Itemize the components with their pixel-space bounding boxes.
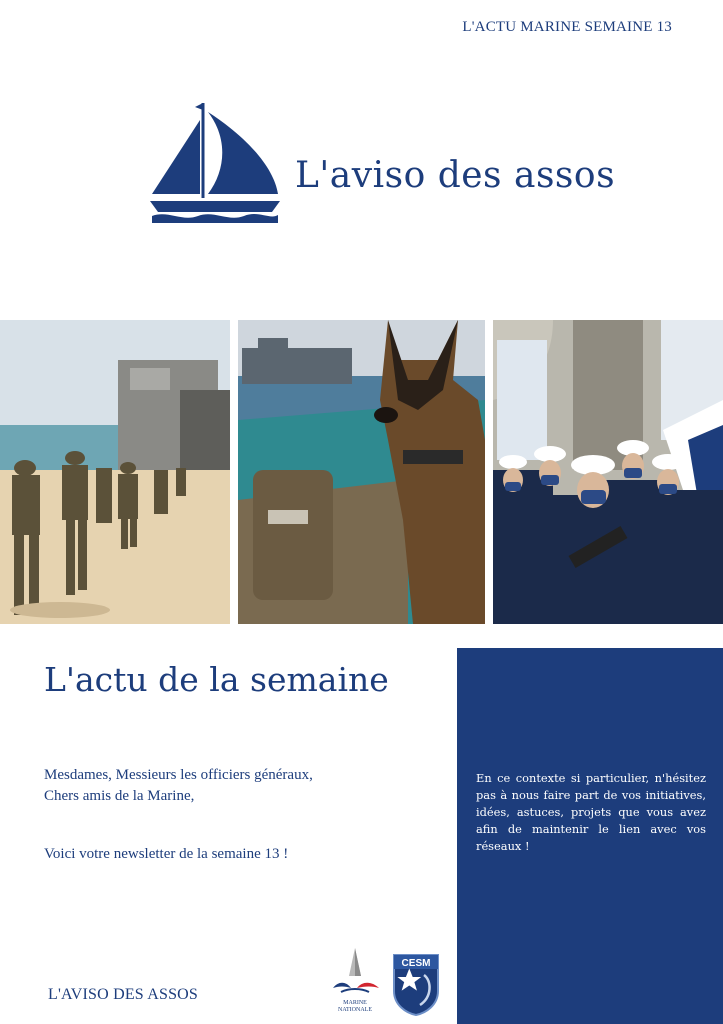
marine-nationale-logo	[327, 946, 383, 1018]
cesm-text: CESM	[401, 958, 431, 969]
military-dog-boat-photo	[238, 320, 485, 624]
marine-text-line-1: MARINE	[343, 1000, 367, 1006]
cesm-shield-icon	[390, 949, 442, 1017]
section-title: L'actu de la semaine	[44, 660, 389, 699]
marine-nationale-emblem-icon	[327, 946, 383, 998]
intro-text: Voici votre newsletter de la semaine 13 !	[44, 846, 289, 862]
sailors-ceremony-photo	[493, 320, 723, 624]
sailboat-icon	[148, 98, 283, 228]
side-panel	[457, 648, 723, 1024]
troops-beach-landing-photo	[0, 320, 230, 624]
side-panel-text: En ce contexte si particulier, n'hésitez pas à nous faire part de vos initiatives, idées, astuces, projets que vous avez afin de maintenir le lien avec vos réseaux !	[476, 771, 706, 853]
cesm-logo	[390, 949, 442, 1017]
brand-title: L'aviso des assos	[295, 155, 616, 196]
footer-label: L'AVISO DES ASSOS	[48, 986, 199, 1003]
header-label: L'ACTU MARINE SEMAINE 13	[462, 19, 672, 35]
greeting	[44, 765, 313, 807]
marine-text-line-2: NATIONALE	[338, 1007, 372, 1013]
greeting-line-1: Mesdames, Messieurs les officiers généraux,	[44, 767, 313, 783]
greeting-line-2: Chers amis de la Marine,	[44, 788, 195, 804]
